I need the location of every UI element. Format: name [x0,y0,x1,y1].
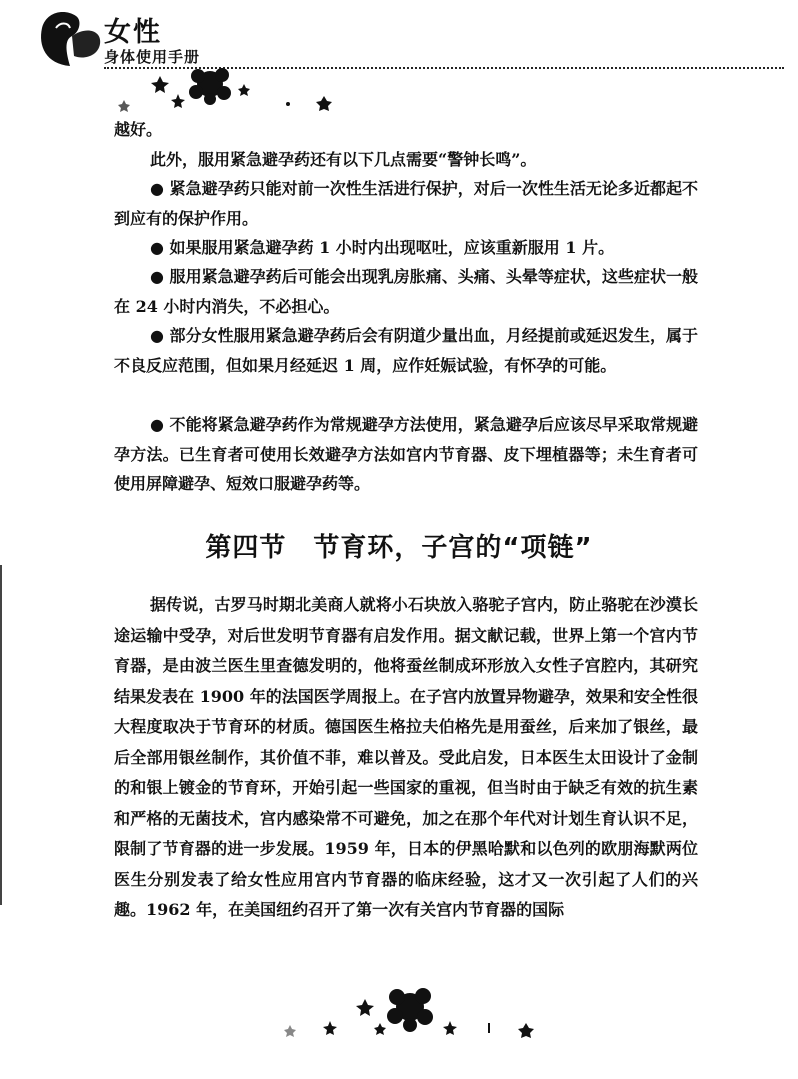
header-title: 女性 [104,17,162,48]
bullet-item: ● 服用紧急避孕药后可能会出现乳房胀痛、头痛、头晕等症状，这些症状一般在 24 小时内消失，不必担心。 [114,267,698,316]
paragraph-continuation: 越好。 [114,120,163,139]
flower-decoration-icon [110,68,370,118]
bullet-item: ● 部分女性服用紧急避孕药后会有阴道少量出血，月经提前或延迟发生，属于不良反应范围，但如果月经延迟 1 周，应作妊娠试验，有怀孕的可能。 [114,326,698,375]
section-heading: 第四节 节育环，子宫的“项链” [205,533,593,563]
header-subtitle: 身体使用手册 [104,48,201,66]
footer-flower-decoration-icon [260,985,540,1045]
paragraph-intro: 此外，服用紧急避孕药还有以下几点需要“警钟长鸣”。 [150,150,537,169]
paragraph-history: 据传说，古罗马时期北美商人就将小石块放入骆驼子宫内，防止骆驼在沙漠长途运输中受孕，对后世发明节育器有启发作用。据文献记载，世界上第一个宫内节育器，是由波兰医生里查德发明的，他将蚕丝制成环形放入女性子宫腔内，其研究结果发表在 1900 年的法国医学周报上。在子宫内放置异物避孕，效果和安全性很大程度取决于节育环的材质。德国医生格拉夫伯格先是用蚕丝，后来加了银丝，最后全部用银丝制作，其价值不菲，难以普及。受此启发，日本医生太田设计了金制的和银上镀金的节育环，开始引起一些国家的重视，但当时由于缺乏有效的抗生素和严格的无菌技术，宫内感染常不可避免，加之在那个年代对计划生育认识不足，限制了节育器的进一步发展。1959 年，日本的伊黑哈默和以色列的欧朋海默两位医生分别发表了给女性应用宫内节育器的临床经验，这才又一次引起了人们的兴趣。1962 年，在美国纽约召开了第一次有关宫内节育器的国际 [114,595,698,919]
bullet-item: ● 不能将紧急避孕药作为常规避孕方法使用，紧急避孕后应该尽早采取常规避孕方法。已生育者可使用长效避孕方法如宫内节育器、皮下埋植器等；未生育者可使用屏障避孕、短效口服避孕药等。 [114,415,698,494]
bullet-item: ● 如果服用紧急避孕药 1 小时内出现呕吐，应该重新服用 1 片。 [150,238,615,257]
butterfly-logo-icon [36,6,106,76]
bullet-item: ● 紧急避孕药只能对前一次性生活进行保护，对后一次性生活无论多近都起不到应有的保护作用。 [114,179,698,228]
scan-edge-line [0,565,2,905]
